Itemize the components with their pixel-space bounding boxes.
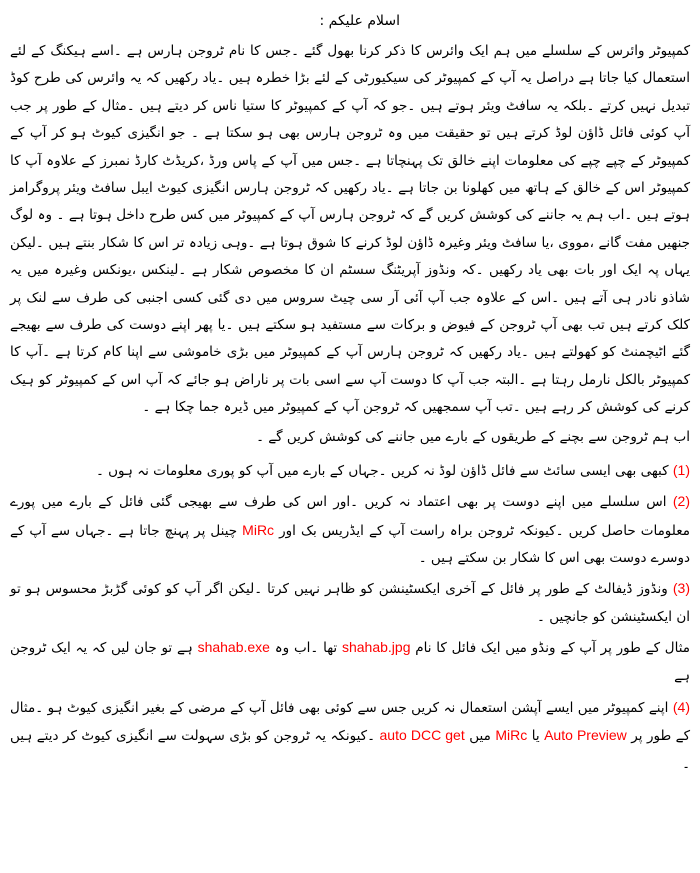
example-highlight-jpg: shahab.jpg xyxy=(341,639,411,656)
tip-2 xyxy=(10,488,690,572)
greeting-heading: اسلام علیکم : xyxy=(319,13,400,29)
tip-2-text-b: چینل پر پہنچ جاتا ہے ۔جہاں سے آپ کے دوسرے دوست بھی اس کا شکار بن سکتے ہیں ۔ xyxy=(10,522,690,566)
tip-4-text-b: یا xyxy=(527,728,545,745)
tip-2-highlight-mirc: MiRc xyxy=(242,521,275,538)
tip-3-example xyxy=(10,634,690,690)
intro-paragraph: کمپیوٹر وائرس کے سلسلے میں ہم ایک وائرس کا ذکر کرنا بھول گئے ۔جس کا نام ٹروجن ہارس ہے ۔اسے ہیکنگ کے لئے استعمال کیا جاتا ہے دراصل یہ آپ کے کمپیوٹر کی سیکیورٹی کے لئے بڑا خطرہ ہیں ۔یاد رکھیں کہ یہ وائرس کی طرح کوڈ تبدیل نہیں کرتے ۔بلکہ یہ سافٹ ویئر ہوتے ہیں ۔جو کہ آپ کے کمپیوٹر کا ستیا ناس کر دیتے ہیں ۔مثال کے طور پر جب آپ کوئی فائل ڈاؤن لوڈ کرتے ہیں تو حقیقت میں وہ ٹروجن ہارس بھی ہو سکتا ہے ۔ جو انگیزی کیوٹ ہو کر آپ کے کمپیوٹر کے چپے چپے کی معلومات اپنے خالق تک پہنچاتا ہے ۔جس میں آپ کے پاس ورڈ ،کریڈٹ کارڈ نمبرز کے علاوہ آپ کا کمپیوٹر اس کے خالق کے ہاتھ میں کھلونا بن جاتا ہے ۔یاد رکھیں کہ ٹروجن ہارس انگیزی کیوٹ ایبل سافٹ ویئر پروگرامز ہوتے ہیں ۔اب ہم یہ جاننے کی کوشش کریں گے کہ ٹروجن ہارس آپ کے کمپیوٹر میں کس طرح داخل ہوتا ہے ۔ وہ لوگ جنھیں مفت گانے ،مووی ،یا سافٹ ویئر وغیرہ ڈاؤن لوڈ کرنے کا شوق ہوتا ہے ۔وہی زیادہ تر اس کا شکار بنتے ہیں ۔لیکن یہاں پہ ایک اور بات بھی یاد رکھیں ۔کہ ونڈوز آپریٹنگ سسٹم ان کا مخصوص شکار ہے ۔لینکس ،یونکس وغیرہ میں یہ شاذو نادر ہی آتے ہیں ۔اس کے علاوہ جب آپ آئی آر سی چیٹ سروس میں دی گئی کسی اجنبی کی طرف سے لنک پر کلک کرتے ہیں تب بھی آپ ٹروجن کے فیوض و برکات سے مستفید ہو سکتے ہیں ۔یا پھر اپنے دوست کی طرف سے بھیجے گئے اٹیچمنٹ کو کھولتے ہیں ۔یاد رکھیں کہ ٹروجن ہارس آپ کے کمپیوٹر میں بڑی خاموشی سے اپنا کام کرتا ہے ۔آپ کا کمپیوٹر بالکل نارمل رہتا ہے ۔البتہ جب آپ کا دوست آپ سے اسی بات پر ناراض ہو جائے کہ آپ اس کے کمپیوٹر کو ہیک کرنے کی کوشش کر رہے ہیں ۔تب آپ سمجھیں کہ ٹروجن آپ کے کمپیوٹر میں ڈیرہ جما چکا ہے ۔ xyxy=(10,43,690,416)
tip-2-number: (2) xyxy=(672,493,690,510)
tip-4 xyxy=(10,694,690,778)
tip-1-number: (1) xyxy=(672,461,690,478)
tip-1 xyxy=(10,457,690,485)
tip-1-text: کبھی بھی ایسی سائٹ سے فائل ڈاؤن لوڈ نہ کریں ۔جہاں کے بارے میں آپ کو پوری معلومات نہ ہوں ۔ xyxy=(95,462,669,479)
tip-4-text-c: میں xyxy=(464,728,496,745)
tip-4-text-a: اپنے کمپیوٹر میں ایسے آپشن استعمال نہ کریں جس سے کوئی بھی فائل آپ کے مرضی کے بغیر انگیزی کیوٹ ہو ۔مثال کے طور پر xyxy=(10,699,691,745)
example-highlight-exe: shahab.exe xyxy=(197,639,270,656)
tip-3 xyxy=(10,575,690,631)
article xyxy=(10,10,690,781)
example-text-a: مثال کے طور پر آپ کے ونڈو میں ایک فائل کا نام xyxy=(410,640,691,657)
example-text-c: ہے تو جان لیں کہ یہ ایک ٹروجن ہے xyxy=(10,640,690,684)
tip-4-number: (4) xyxy=(672,698,690,715)
tip-4-text-d: ۔کیونکہ یہ ٹروجن کو بڑی سہولت سے انگیزی کیوٹ کر دیتے ہیں ۔ xyxy=(10,728,690,772)
prevention-lead: اب ہم ٹروجن سے بچنے کے طریقوں کے بارے میں جاننے کی کوشش کریں گے ۔ xyxy=(256,428,690,445)
tip-2-text-a: اس سلسلے میں اپنے دوست پر بھی اعتماد نہ کریں ۔اور اس کی طرف سے بھیجی گئی فائل کے بارے میں پورے معلومات حاصل کریں ۔کیونکہ ٹروجن براہ راست آپ کے ایڈریس بک اور xyxy=(10,494,690,539)
tip-3-text: ونڈوز ڈیفالٹ کے طور پر فائل کے آخری ایکسٹینشن کو ظاہر نہیں کرتا ۔لیکن اگر آپ کو کوئی گڑبڑ محسوس ہو تو ان ایکسٹینشن کو جانچیں ۔ xyxy=(10,581,690,625)
example-text-b: تھا ۔اب وہ xyxy=(269,640,342,657)
tip-3-number: (3) xyxy=(672,580,690,597)
tip-4-highlight-auto-preview: Auto Preview xyxy=(544,727,627,744)
tip-4-highlight-dcc: auto DCC get xyxy=(379,727,465,744)
tip-4-highlight-mirc: MiRc xyxy=(495,727,528,744)
